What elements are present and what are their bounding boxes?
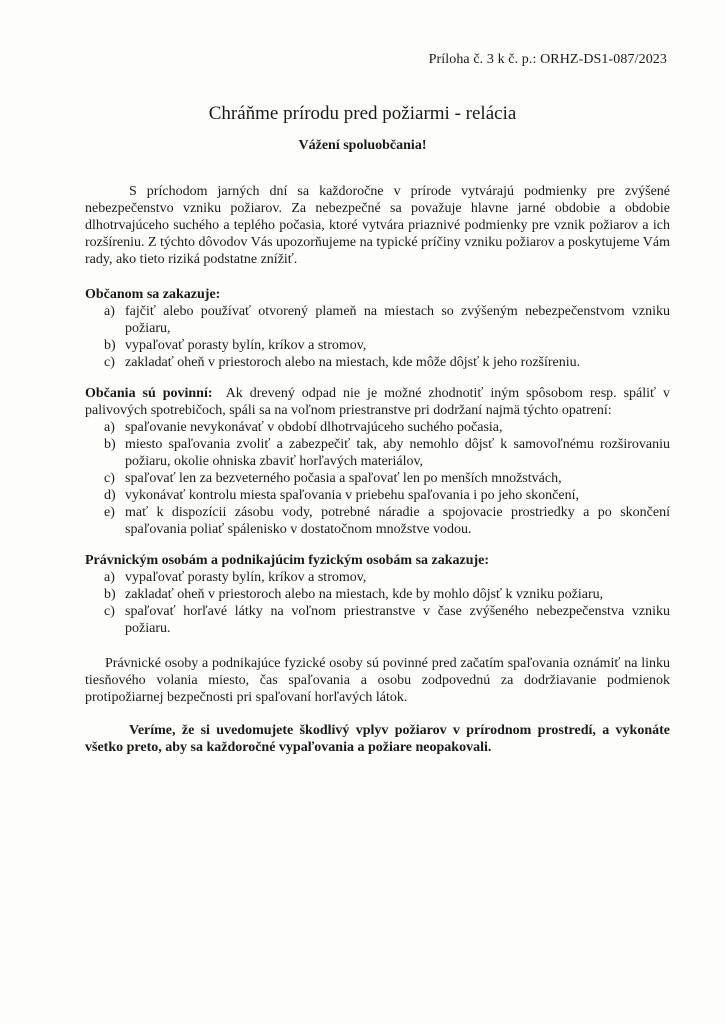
list-item [85, 470, 670, 487]
item-text: vypaľovať porasty bylín, kríkov a stromov, [125, 570, 367, 585]
section-heading: Právnickým osobám a podnikajúcim fyzickým osobám sa zakazuje: [85, 553, 490, 568]
annex-reference: Príloha č. 3 k č. p.: ORHZ-DS1-087/2023 [428, 52, 667, 67]
list-item [85, 436, 670, 470]
list-item [85, 354, 670, 371]
item-label: a) [104, 570, 115, 585]
list-item [85, 586, 670, 603]
legal-persons-prohibited-section [85, 552, 670, 637]
item-text: mať k dispozícii zásobu vody, potrebné náradie a spojovacie prostriedky a po skončení spaľovania poliať spálenisko v dostatočnom množstve vodou. [125, 505, 670, 537]
item-label: c) [104, 604, 115, 619]
citizens-obliged-section [85, 385, 670, 538]
obliged-list [85, 419, 670, 538]
item-label: c) [104, 355, 115, 370]
greeting: Vážení spoluobčania! [298, 138, 427, 153]
item-text: fajčiť alebo používať otvorený plameň na miestach so zvýšeným nebezpečenstvom vzniku požiaru, [125, 304, 670, 336]
item-text: spaľovať len za bezveterného počasia a spaľovať len po menších množstvách, [125, 471, 562, 486]
item-text: miesto spaľovania zvoliť a zabezpečiť tak, aby nemohlo dôjsť k samovoľnému rozširovaniu požiaru, okolie ohniska zbaviť horľavých materiálov, [125, 437, 670, 469]
item-label: a) [104, 304, 115, 319]
item-label: b) [104, 437, 116, 452]
list-item [85, 487, 670, 504]
intro-paragraph: S príchodom jarných dní sa každoročne v prírode vytvárajú podmienky pre zvýšené nebezpečenstvo vzniku požiarov. Za nebezpečné sa považuje hlavne jarné obdobie a obdobie dlhotrvajúceho suchého a teplého počasia, ktoré vytvára priaznivé podmienky pre vznik požiarov a ich rozšíreniu. Z týchto dôvodov Vás upozorňujeme na typické príčiny vzniku požiarov a poskytujeme Vám rady, ako tieto riziká podstatne znížiť. [85, 184, 671, 267]
closing-paragraph: Veríme, že si uvedomujete škodlivý vplyv požiarov v prírodnom prostredí, a vykonáte všetko preto, aby sa každoročné vypaľovania a požiare neopakovali. [85, 723, 670, 755]
obliged-lead: Ak drevený odpad nie je možné zhodnotiť iným spôsobom resp. spáliť v palivových spotrebičoch, spáli sa na voľnom priestranstve pri dodržaní najmä týchto opatrení: [85, 386, 670, 418]
section-heading: Občanom sa zakazuje: [85, 287, 221, 302]
item-text: vykonávať kontrolu miesta spaľovania v priebehu spaľovania i po jeho skončení, [125, 488, 579, 503]
item-label: d) [104, 488, 116, 503]
page-title: Chráňme prírodu pred požiarmi - relácia [208, 103, 517, 124]
item-text: zakladať oheň v priestoroch alebo na miestach, kde by mohlo dôjsť k vzniku požiaru, [125, 587, 604, 602]
list-item [85, 303, 670, 337]
prohibited-list [85, 303, 670, 371]
list-item [85, 337, 670, 354]
citizens-prohibited-section [85, 286, 670, 371]
item-label: e) [104, 505, 115, 520]
list-item [85, 419, 670, 436]
section-heading: Občania sú povinní: [85, 386, 213, 401]
item-text: vypaľovať porasty bylín, kríkov a stromov, [125, 338, 367, 353]
obliged-lead-paragraph [85, 385, 670, 419]
item-label: c) [104, 471, 115, 486]
item-text: spaľovanie nevykonávať v období dlhotrvajúceho suchého počasia, [125, 420, 503, 435]
legal-prohibited-list [85, 569, 670, 637]
list-item [85, 504, 670, 538]
item-label: b) [104, 338, 116, 353]
item-text: zakladať oheň v priestoroch alebo na miestach, kde môže dôjsť k jeho rozšíreniu. [125, 355, 581, 370]
list-item [85, 603, 670, 637]
item-label: a) [104, 420, 115, 435]
legal-persons-duty-paragraph: Právnické osoby a podnikajúce fyzické osoby sú povinné pred začatím spaľovania oznámiť na linku tiesňového volania miesto, čas spaľovania a osobu zodpovednú za dodržiavanie podmienok protipožiarnej bezpečnosti pri spaľovaní horľavých látok. [85, 656, 670, 705]
list-item [85, 569, 670, 586]
item-text: spaľovať horľavé látky na voľnom priestranstve v čase zvýšeného nebezpečenstva vzniku požiaru. [125, 604, 670, 636]
item-label: b) [104, 587, 116, 602]
